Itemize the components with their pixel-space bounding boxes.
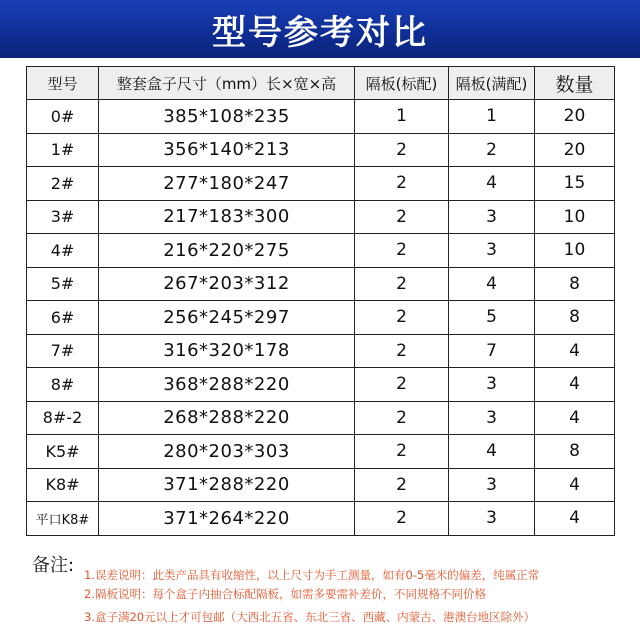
table-row	[27, 133, 615, 167]
table-row	[27, 502, 615, 536]
cell-quantity: 4	[535, 368, 615, 402]
cell-size: 371*264*220	[99, 502, 355, 536]
cell-size: 256*245*297	[99, 301, 355, 335]
title-banner	[0, 0, 640, 58]
cell-size: 216*220*275	[99, 234, 355, 268]
cell-quantity: 4	[535, 468, 615, 502]
cell-divider-full: 5	[449, 301, 535, 335]
cell-model: 2#	[27, 167, 99, 201]
cell-model: 1#	[27, 133, 99, 167]
cell-divider-standard: 2	[355, 334, 449, 368]
cell-size: 316*320*178	[99, 334, 355, 368]
cell-divider-standard: 2	[355, 435, 449, 469]
cell-size: 268*288*220	[99, 401, 355, 435]
cell-divider-full: 3	[449, 502, 535, 536]
cell-divider-standard: 2	[355, 167, 449, 201]
cell-model: K5#	[27, 435, 99, 469]
header-model: 型号	[27, 67, 99, 100]
cell-size: 217*183*300	[99, 200, 355, 234]
cell-quantity: 8	[535, 267, 615, 301]
cell-quantity: 10	[535, 234, 615, 268]
table-header-row	[27, 67, 615, 100]
page-title: 型号参考对比	[212, 12, 428, 53]
cell-size: 371*288*220	[99, 468, 355, 502]
note-divider-explanation: 2.隔板说明：每个盒子内抽合标配隔板，如需多要需补差价，不同规格不同价格	[84, 587, 486, 601]
cell-divider-full: 4	[449, 167, 535, 201]
cell-divider-full: 3	[449, 468, 535, 502]
cell-quantity: 10	[535, 200, 615, 234]
cell-quantity: 4	[535, 502, 615, 536]
cell-model: 8#-2	[27, 401, 99, 435]
cell-model: 3#	[27, 200, 99, 234]
cell-model: 平口K8#	[27, 502, 99, 536]
cell-divider-full: 1	[449, 100, 535, 134]
cell-divider-standard: 2	[355, 368, 449, 402]
cell-divider-full: 2	[449, 133, 535, 167]
table-row	[27, 234, 615, 268]
note-shipping-explanation: 3.盒子满20元以上才可包邮（大西北五省、东北三省、西藏、内蒙古、港澳台地区除外）	[84, 610, 536, 624]
cell-model: 7#	[27, 334, 99, 368]
header-divider-standard: 隔板(标配)	[355, 67, 449, 100]
cell-model: 0#	[27, 100, 99, 134]
cell-quantity: 4	[535, 401, 615, 435]
cell-quantity: 20	[535, 133, 615, 167]
cell-quantity: 15	[535, 167, 615, 201]
cell-size: 280*203*303	[99, 435, 355, 469]
cell-divider-full: 4	[449, 267, 535, 301]
cell-divider-full: 3	[449, 401, 535, 435]
notes-label: 备注:	[32, 555, 75, 576]
table-row	[27, 435, 615, 469]
cell-size: 277*180*247	[99, 167, 355, 201]
table-row	[27, 100, 615, 134]
cell-divider-full: 3	[449, 368, 535, 402]
cell-model: 6#	[27, 301, 99, 335]
model-comparison-table	[26, 66, 615, 536]
cell-divider-standard: 1	[355, 100, 449, 134]
cell-quantity: 4	[535, 334, 615, 368]
cell-divider-standard: 2	[355, 267, 449, 301]
header-quantity: 数量	[535, 67, 615, 100]
cell-quantity: 8	[535, 301, 615, 335]
table-row	[27, 167, 615, 201]
table-row	[27, 368, 615, 402]
header-divider-full: 隔板(满配)	[449, 67, 535, 100]
cell-divider-standard: 2	[355, 502, 449, 536]
table-row	[27, 401, 615, 435]
cell-divider-standard: 2	[355, 468, 449, 502]
cell-divider-standard: 2	[355, 133, 449, 167]
cell-size: 356*140*213	[99, 133, 355, 167]
table-row	[27, 200, 615, 234]
header-size: 整套盒子尺寸（mm）长×宽×高	[99, 67, 355, 100]
cell-size: 385*108*235	[99, 100, 355, 134]
cell-size: 267*203*312	[99, 267, 355, 301]
cell-size: 368*288*220	[99, 368, 355, 402]
cell-model: 8#	[27, 368, 99, 402]
cell-model: K8#	[27, 468, 99, 502]
cell-quantity: 8	[535, 435, 615, 469]
cell-divider-full: 3	[449, 200, 535, 234]
cell-model: 4#	[27, 234, 99, 268]
cell-divider-standard: 2	[355, 234, 449, 268]
note-error-explanation: 1.误差说明：此类产品具有收缩性，以上尺寸为手工测量，如有0-5毫米的偏差，纯属正常	[84, 568, 540, 582]
cell-divider-standard: 2	[355, 200, 449, 234]
cell-quantity: 20	[535, 100, 615, 134]
cell-model: 5#	[27, 267, 99, 301]
cell-divider-full: 7	[449, 334, 535, 368]
cell-divider-standard: 2	[355, 401, 449, 435]
cell-divider-standard: 2	[355, 301, 449, 335]
table-row	[27, 334, 615, 368]
table-row	[27, 301, 615, 335]
table-row	[27, 267, 615, 301]
cell-divider-full: 3	[449, 234, 535, 268]
cell-divider-full: 4	[449, 435, 535, 469]
table-row	[27, 468, 615, 502]
